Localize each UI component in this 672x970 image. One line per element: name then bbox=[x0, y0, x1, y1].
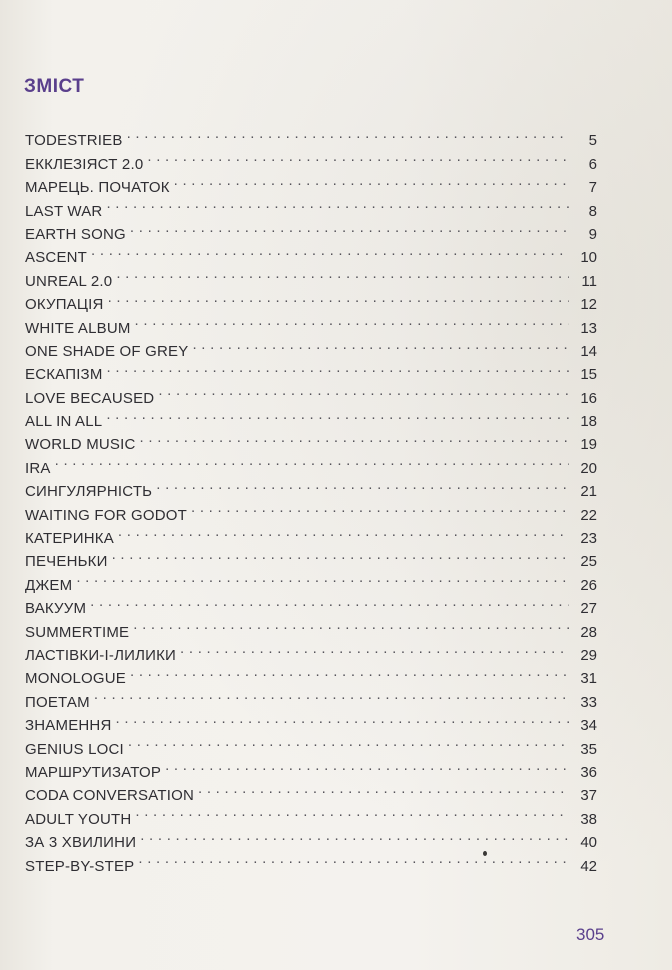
toc-entry bbox=[25, 239, 597, 267]
toc-dot-leader bbox=[158, 379, 569, 402]
toc-entry-page-number: 25 bbox=[580, 553, 597, 571]
toc-entry-title: КАТЕРИНКА bbox=[25, 530, 114, 548]
toc-entry-page-number: 26 bbox=[580, 576, 597, 594]
toc-entry-title: СИНГУЛЯРНІСТЬ bbox=[25, 483, 153, 501]
toc-dot-leader bbox=[130, 660, 569, 683]
toc-dot-leader bbox=[112, 543, 569, 566]
toc-entry-page-number: 37 bbox=[580, 787, 597, 805]
toc-entry-title: ASCENT bbox=[25, 249, 88, 267]
toc-dot-leader bbox=[55, 449, 569, 472]
toc-entry-title: LOVE BECAUSED bbox=[25, 389, 155, 407]
toc-dot-leader bbox=[108, 286, 569, 309]
page-title: ЗМІСТ bbox=[24, 76, 85, 97]
toc-entry bbox=[25, 426, 597, 454]
toc-entry-page-number: 8 bbox=[588, 202, 597, 220]
toc-dot-leader bbox=[174, 169, 569, 192]
toc-dot-leader bbox=[140, 426, 569, 449]
toc-dot-leader bbox=[135, 800, 569, 823]
toc-dot-leader bbox=[135, 309, 569, 332]
toc-dot-leader bbox=[90, 590, 569, 613]
toc-dot-leader bbox=[156, 473, 569, 496]
toc-entry-page-number: 33 bbox=[580, 693, 597, 711]
toc-entry-title: ПЕЧЕНЬКИ bbox=[25, 553, 108, 571]
toc-entry bbox=[25, 543, 597, 571]
toc-entry-title: МАРШРУТИЗАТОР bbox=[25, 763, 162, 781]
toc-entry-title: ВАКУУМ bbox=[25, 600, 87, 618]
toc-entry-title: IRA bbox=[25, 459, 51, 477]
toc-entry-title: WORLD MUSIC bbox=[25, 436, 136, 454]
toc-entry-title: МАРЕЦЬ. ПОЧАТОК bbox=[25, 179, 170, 197]
toc-dot-leader bbox=[94, 683, 569, 706]
toc-entry-title: ЕККЛЕЗІЯСТ 2.0 bbox=[25, 155, 144, 173]
toc-entry-page-number: 11 bbox=[581, 272, 597, 290]
toc-entry-title: ДЖЕМ bbox=[25, 576, 73, 594]
toc-entry bbox=[25, 613, 597, 641]
toc-entry bbox=[25, 122, 597, 150]
toc-entry-title: SUMMERTIME bbox=[25, 623, 130, 641]
toc-entry-page-number: 42 bbox=[580, 857, 597, 875]
toc-entry-title: ПОЕТАМ bbox=[25, 693, 90, 711]
toc-entry-page-number: 21 bbox=[580, 483, 597, 501]
toc-entry-title: STEP-BY-STEP bbox=[25, 857, 135, 875]
toc-entry bbox=[25, 262, 597, 290]
toc-dot-leader bbox=[128, 730, 569, 753]
toc-entry bbox=[25, 683, 597, 711]
toc-dot-leader bbox=[147, 145, 569, 168]
toc-entry bbox=[25, 286, 597, 314]
toc-entry bbox=[25, 356, 597, 384]
toc-entry-page-number: 34 bbox=[580, 717, 597, 735]
toc-dot-leader bbox=[133, 613, 569, 636]
toc-entry-page-number: 22 bbox=[580, 506, 597, 524]
table-of-contents bbox=[25, 122, 597, 875]
toc-entry bbox=[25, 379, 597, 407]
toc-dot-leader bbox=[165, 754, 569, 777]
toc-entry-title: ONE SHADE OF GREY bbox=[25, 342, 189, 360]
toc-dot-leader bbox=[138, 847, 569, 870]
toc-entry-page-number: 23 bbox=[580, 530, 597, 548]
toc-entry-title: TODESTRIEB bbox=[25, 132, 123, 150]
toc-entry-title: ЛАСТІВКИ-І-ЛИЛИКИ bbox=[25, 646, 177, 664]
toc-dot-leader bbox=[140, 824, 569, 847]
toc-dot-leader bbox=[127, 122, 569, 145]
toc-entry bbox=[25, 707, 597, 735]
toc-entry-page-number: 38 bbox=[580, 810, 597, 828]
toc-entry-page-number: 15 bbox=[580, 366, 597, 384]
toc-entry-title: ЗА 3 ХВИЛИНИ bbox=[25, 834, 137, 852]
toc-entry-title: ЕСКАПІЗМ bbox=[25, 366, 103, 384]
toc-entry-title: UNREAL 2.0 bbox=[25, 272, 113, 290]
toc-entry-page-number: 27 bbox=[580, 600, 597, 618]
toc-entry-page-number: 16 bbox=[580, 389, 597, 407]
toc-entry-title: MONOLOGUE bbox=[25, 670, 126, 688]
toc-entry-page-number: 28 bbox=[580, 623, 597, 641]
toc-entry bbox=[25, 403, 597, 431]
toc-entry-page-number: 36 bbox=[580, 763, 597, 781]
toc-entry-title: ALL IN ALL bbox=[25, 413, 103, 431]
toc-entry-title: ЗНАМЕННЯ bbox=[25, 717, 112, 735]
toc-entry-page-number: 6 bbox=[588, 155, 597, 173]
toc-entry-title: ADULT YOUTH bbox=[25, 810, 132, 828]
toc-entry bbox=[25, 216, 597, 243]
toc-dot-leader bbox=[191, 496, 569, 519]
toc-entry bbox=[25, 590, 597, 618]
toc-entry bbox=[25, 192, 597, 220]
toc-entry-page-number: 12 bbox=[580, 296, 597, 314]
toc-entry-title: LAST WAR bbox=[25, 202, 103, 220]
toc-entry-title: CODA CONVERSATION bbox=[25, 787, 194, 805]
toc-entry-page-number: 40 bbox=[580, 834, 597, 852]
toc-entry-page-number: 5 bbox=[588, 132, 597, 150]
toc-dot-leader bbox=[106, 403, 569, 426]
footer-page-number: 305 bbox=[576, 925, 605, 944]
toc-dot-leader bbox=[76, 566, 569, 589]
toc-entry-title: WHITE ALBUM bbox=[25, 319, 131, 337]
toc-entry-page-number: 20 bbox=[580, 459, 597, 477]
toc-entry-title: GENIUS LOCI bbox=[25, 740, 124, 758]
toc-entry bbox=[25, 473, 597, 501]
toc-entry bbox=[25, 566, 597, 594]
toc-dot-leader bbox=[192, 333, 569, 356]
toc-entry-page-number: 7 bbox=[588, 179, 597, 197]
toc-entry-page-number: 35 bbox=[580, 740, 597, 758]
toc-entry-page-number: 31 bbox=[580, 670, 597, 688]
toc-dot-leader bbox=[107, 356, 569, 379]
toc-dot-leader bbox=[198, 777, 569, 800]
toc-entry-page-number: 9 bbox=[588, 225, 597, 243]
toc-dot-leader bbox=[116, 707, 570, 730]
toc-entry-page-number: 18 bbox=[580, 413, 597, 431]
toc-entry-page-number: 14 bbox=[580, 342, 597, 360]
toc-dot-leader bbox=[118, 520, 569, 543]
toc-entry-title: WAITING FOR GODOT bbox=[25, 506, 187, 524]
toc-dot-leader bbox=[130, 216, 569, 239]
toc-dot-leader bbox=[106, 192, 569, 215]
toc-entry-page-number: 13 bbox=[580, 319, 597, 337]
toc-entry-title: EARTH SONG bbox=[25, 225, 126, 243]
toc-entry-page-number: 29 bbox=[580, 646, 597, 664]
toc-dot-leader bbox=[116, 262, 569, 285]
toc-entry bbox=[25, 309, 597, 337]
paper-speck bbox=[483, 851, 487, 856]
toc-entry-title: ОКУПАЦІЯ bbox=[25, 296, 104, 314]
toc-entry bbox=[25, 449, 597, 477]
toc-entry-page-number: 19 bbox=[580, 436, 597, 454]
toc-dot-leader bbox=[91, 239, 569, 262]
toc-entry-page-number: 10 bbox=[580, 249, 597, 267]
toc-dot-leader bbox=[180, 637, 569, 660]
